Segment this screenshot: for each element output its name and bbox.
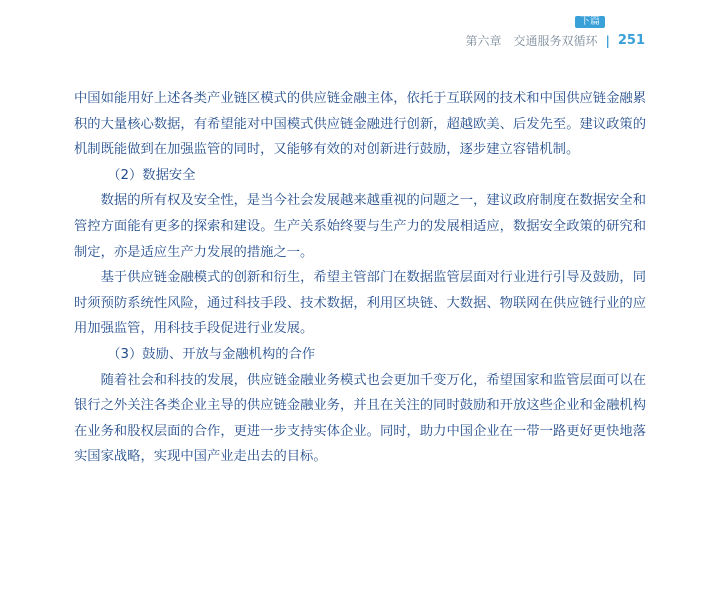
page-header [405, 10, 645, 50]
header-separator: | [605, 33, 610, 48]
section-heading: （2）数据安全 [107, 167, 196, 183]
paragraph: 中国如能用好上述各类产业链区模式的供应链金融主体，依托于互联网的技术和中国供应链金融累积的大量核心数据，有希望能对中国模式供应链金融进行创新，超越欧美、后发先至。建议政策的机制既能做到在加强监管的同时，又能够有效的对创新进行鼓励，逐步建立容错机制。 [74, 91, 646, 158]
paragraph: 随着社会和科技的发展，供应链金融业务模式也会更加千变万化，希望国家和监管层面可以在银行之外关注各类企业主导的供应链金融业务，并且在关注的同时鼓励和开放这些企业和金融机构在业务和股权层面的合作，更进一步支持实体企业。同时，助力中国企业在一带一路更好更快地落实国家战略，实现中国产业走出去的目标。 [74, 372, 646, 465]
body-text [74, 86, 646, 470]
chapter-title: 第六章 交通服务双循环 [465, 34, 598, 48]
paragraph: 数据的所有权及安全性，是当今社会发展越来越重视的问题之一，建议政府制度在数据安全和管控方面能有更多的探索和建设。生产关系始终要与生产力的发展相适应，数据安全政策的研究和制定，亦是适应生产力发展的措施之一。 [74, 193, 646, 260]
section-heading: （3）鼓励、开放与金融机构的合作 [107, 346, 316, 362]
header-row [465, 32, 645, 49]
part-badge: 下篇 [575, 16, 605, 28]
page-number: 251 [617, 33, 645, 48]
paragraph: 基于供应链金融模式的创新和衍生，希望主管部门在数据监管层面对行业进行引导及鼓励，同时须预防系统性风险，通过科技手段、技术数据，利用区块链、大数据、物联网在供应链行业的应用加强监管，用科技手段促进行业发展。 [74, 270, 646, 337]
